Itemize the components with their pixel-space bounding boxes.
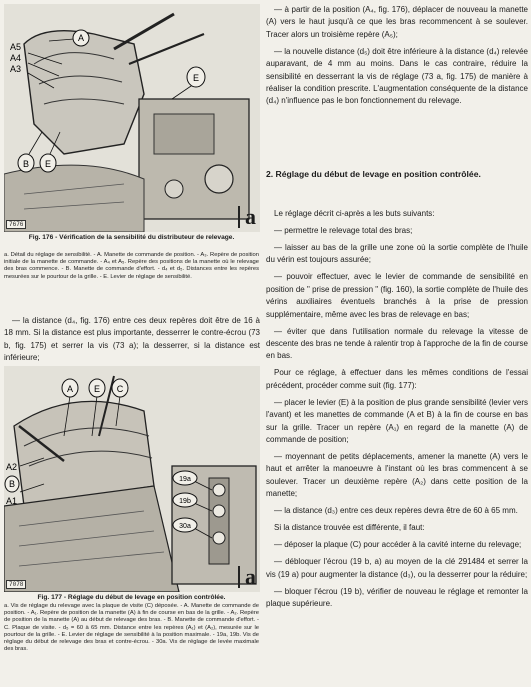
left-text-block (4, 315, 260, 369)
right-paragraph-14: — débloquer l'écrou (19 b, a) au moyen de la clé 291484 et serrer la vis (19 a) pour augmenter la distance (d₃), ou la desserrer pour la réduire; (266, 557, 528, 579)
right-paragraph-15: — bloquer l'écrou (19 b), vérifier de nouveau le réglage et remonter la plaque supérieure. (266, 586, 528, 609)
figure-177-id: 7078 (6, 580, 26, 589)
fig177-label-19a: 19a (179, 476, 191, 483)
figure-176-drawing (4, 4, 260, 232)
right-paragraph-3: Le réglage décrit ci-après a les buts suivants: (274, 209, 435, 218)
fig176-label-b: B (22, 159, 30, 169)
figure-176-caption-text: a. Détail du réglage de sensibilité. - A. Manette de commande de position. - A₃. Repère de position initiale de la manette de commande. - A₄ et A₅. Repère des positions de la manette où le relevage des bras commence. - B. Manette de commande d'effort. - d₄ et d₅. Distances entre les repères mesurées sur le pourtour de la grille. - E. Levier de réglage de sensibilité. (4, 252, 259, 280)
right-paragraph-9: — placer le levier (E) à la position de plus grande sensibilité (levier vers l'avant) et les manettes de commande (A et B) à la fin de course en bas sur la grille. Tracer un repère (A₁) en regard de la manette (A) de commande de position; (266, 397, 528, 445)
right-paragraph-11: — la distance (d₃) entre ces deux repères devra être de 60 à 65 mm. (274, 506, 518, 516)
left-paragraph-1: — la distance (d₄, fig. 176) entre ces deux repères doit être de 16 à 18 mm. Si la distance est plus importante, desserrer le contre-écrou (73 b, fig. 175) et serrer la vis (73 a); la desserrer, si la distance est inférieure; (4, 316, 260, 363)
right-text-block-top (266, 4, 528, 112)
right-paragraph-7: — éviter que dans l'utilisation normale du relevage la vitesse de descente des bras ne tende à ralentir trop à l'approche de la fin de course en bas. (266, 326, 528, 361)
right-paragraph-6: — pouvoir effectuer, avec le levier de commande de sensibilité en position de " prise de pression " (fig. 160), la sortie complète de l'huile des vérins auxiliaires éventuels branchés à la prise de pression supplémentaire, même avec les bras de relevage en bas; (266, 272, 528, 319)
figure-177-caption-text: a. Vis de réglage du relevage avec la plaque de visite (C) déposée. - A. Manette de commande de position. - A₁. Repère de position de la manette (A) à fin de course en bas de la grille. - A₂. Repère de position de la manette (A) au début de relevage des bras. - B. Manette de commande d'effort. - C. Plaque de visite. - d₅ = 60 à 65 mm. Distance entre les repères (A₁) et (A₂), mesurée sur le pourtour de la grille. - E. Levier de réglage de sensibilité à la position maximale. - 19a, 19b. Vis de réglage du début de relevage des bras et contre-écrou. - 30a. Vis de réglage de levée maximale des bras. (4, 603, 259, 653)
figure-177-drawing (4, 366, 260, 592)
right-paragraph-10: — moyennant de petits déplacements, amener la manette (A) vers le haut et arrêter la manoeuvre à l'instant où les bras commencent à se soulever. Tracer un deuxième repère (A₂) dans cette position de la manette; (266, 452, 528, 499)
right-text-block-main (266, 208, 528, 615)
fig176-label-e-right: E (192, 73, 200, 83)
fig177-label-c: C (116, 384, 124, 394)
fig176-label-e-left: E (44, 159, 52, 169)
right-paragraph-5: — laisser au bas de la grille une zone où la sortie complète de l'huile du vérin est toujours assurée; (266, 243, 528, 265)
fig177-label-a: A (66, 384, 74, 394)
figure-177-inset-letter: a (245, 564, 256, 589)
fig177-label-a1: A1 (6, 496, 18, 506)
right-column (266, 0, 528, 687)
figure-177-title: Fig. 177 - Réglage du début de levage en position contrôlée. (37, 594, 226, 601)
right-paragraph-4: — permettre le relevage total des bras; (274, 226, 413, 235)
figure-177-illustration (4, 366, 260, 592)
right-paragraph-13: — déposer la plaque (C) pour accéder à la cavité interne du relevage; (274, 540, 522, 550)
fig177-label-a2: A2 (6, 462, 18, 472)
fig176-label-a3: A3 (10, 64, 22, 74)
fig177-label-30a: 30a (179, 523, 191, 530)
figure-176-illustration (4, 4, 260, 232)
fig177-label-19b: 19b (179, 498, 191, 505)
left-column (0, 0, 262, 687)
fig177-label-b: B (8, 479, 16, 489)
fig176-label-a5: A5 (10, 42, 22, 52)
figure-176-inset-letter: a (245, 204, 256, 229)
fig176-label-a: A (77, 33, 85, 43)
section-heading-2: 2. Réglage du début de levage en position contrôlée. (266, 169, 481, 179)
figure-176-caption (4, 252, 259, 281)
figure-176-title: Fig. 176 - Vérification de la sensibilité du distributeur de relevage. (28, 234, 235, 241)
figure-177-caption (4, 603, 259, 653)
fig176-label-a4: A4 (10, 53, 22, 63)
fig177-label-e: E (93, 384, 101, 394)
right-paragraph-8: Pour ce réglage, à effectuer dans les mêmes conditions de l'essai précédent, procéder comme suit (fig. 177): (266, 368, 528, 390)
right-paragraph-12: Si la distance trouvée est différente, il faut: (274, 523, 425, 533)
right-paragraph-2: — la nouvelle distance (d₅) doit être inférieure à la distance (d₄) relevée auparavant, de 4 mm au moins. Dans le cas contraire, réduire la sensibilité en desserrant la vis de réglage (73 a, fig. 175) de manière à réaliser la condition prescrite. L'augmentation conséquente de la distance (d₄) n'influence pas le bon fonctionnement du relevage. (266, 46, 528, 106)
figure-176-id: 7676 (6, 220, 26, 229)
right-paragraph-1: — à partir de la position (A₄, fig. 176), déplacer de nouveau la manette (A) vers le haut jusqu'à ce que les bras recommencent à se soulever. Tracer alors un troisième repère (A₅); (266, 5, 528, 39)
